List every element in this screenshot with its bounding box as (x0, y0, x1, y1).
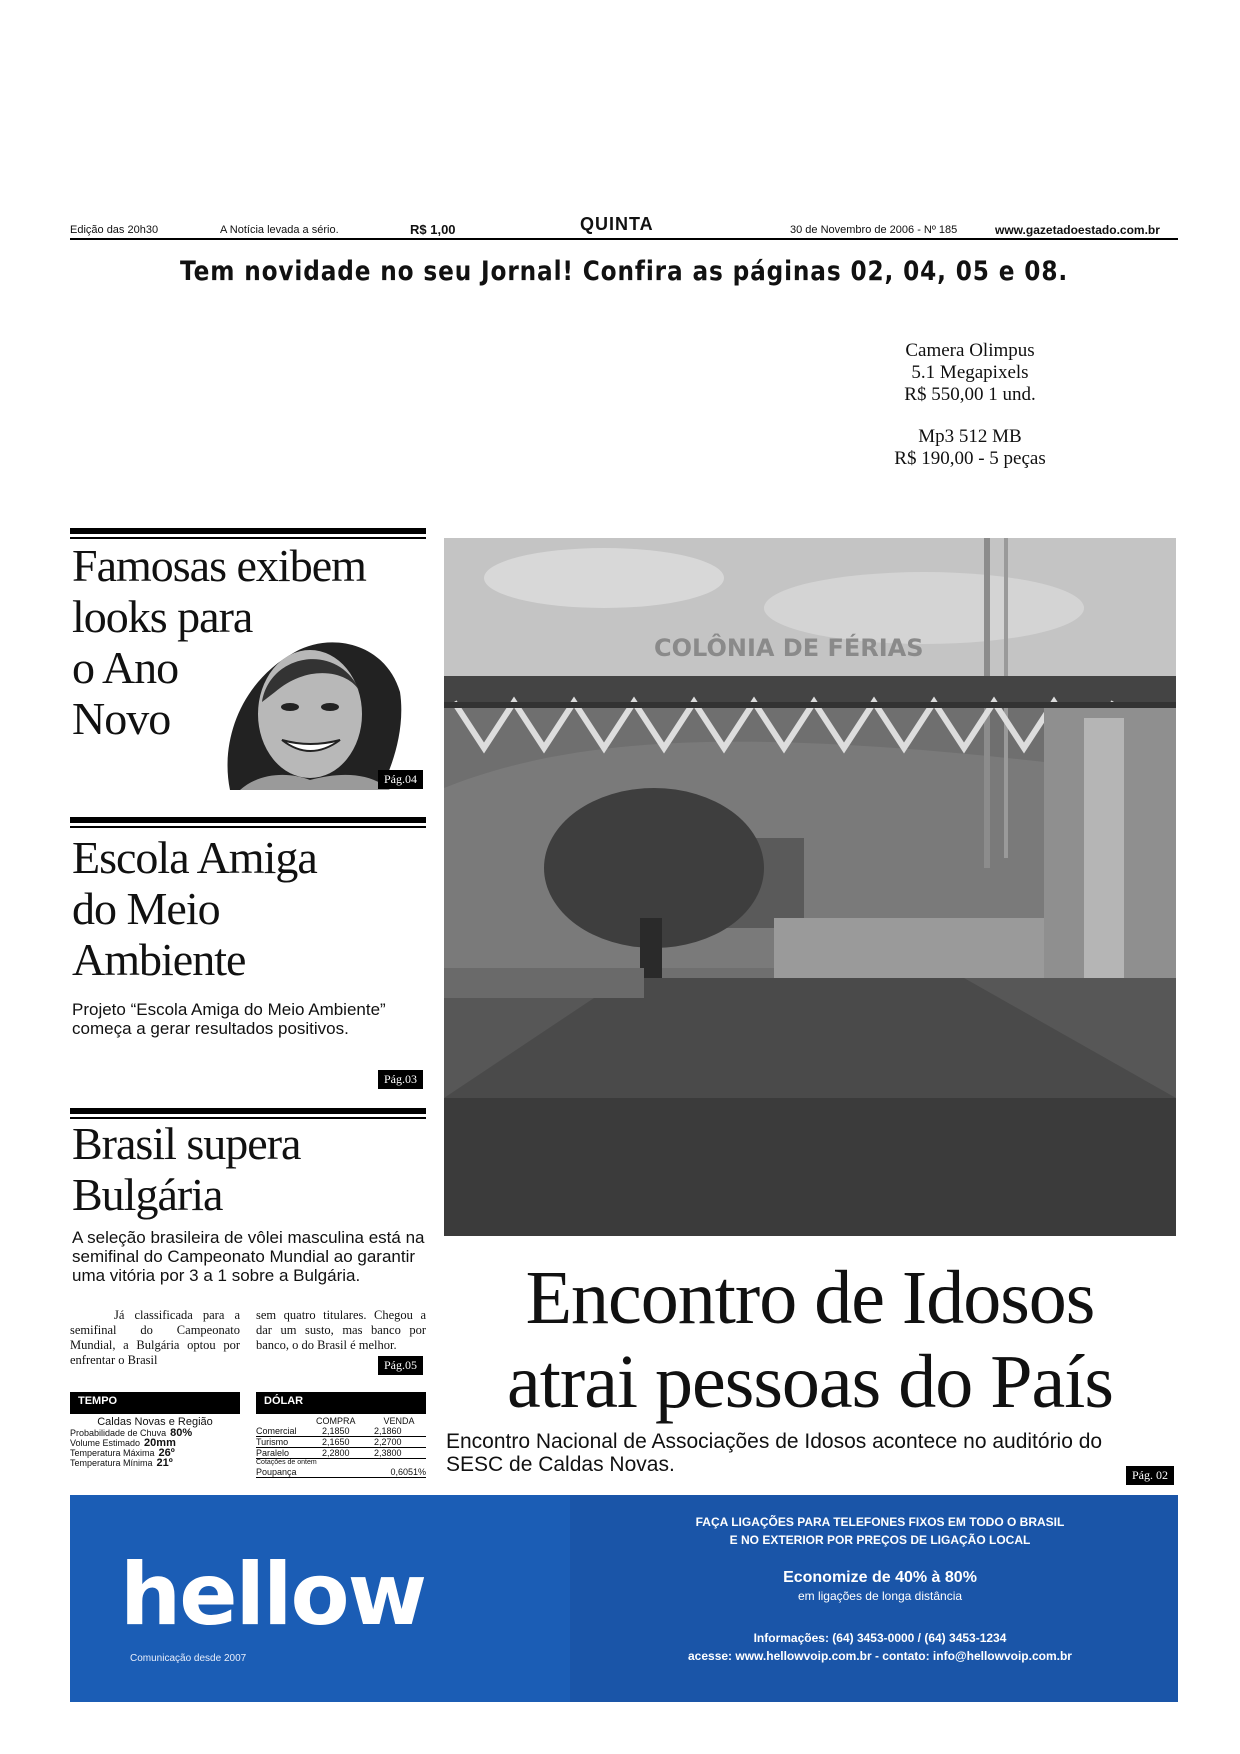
savings-row: Poupança 0,6051% (256, 1467, 426, 1477)
page-ref[interactable]: Pág.03 (378, 1070, 423, 1089)
date-issue: 30 de Novembro de 2006 - Nº 185 (790, 224, 958, 236)
weather-row: Temperatura Máxima 26º (70, 1447, 175, 1459)
story1-headline[interactable]: Famosas exibem looks para o Ano Novo (72, 540, 366, 744)
promo-block (830, 340, 1110, 470)
edition-label: Edição das 20h30 (70, 224, 159, 236)
main-deck: Encontro Nacional de Associações de Idosos acontece no auditório do SESC de Caldas Novas. (446, 1430, 1103, 1476)
weather-row: Probabilidade de Chuva 80% (70, 1427, 193, 1439)
promo-line: Camera Olimpus (905, 340, 1035, 361)
page-ref[interactable]: Pág.04 (378, 770, 423, 789)
body-column: Já classificada para a semifinal do Campeonato Mundial, a Bulgária optou por enfrentar o Brasil (70, 1308, 240, 1367)
promo-line: R$ 190,00 - 5 peças (894, 448, 1046, 469)
promo-line: Mp3 512 MB (918, 426, 1022, 447)
slogan: A Notícia levada a sério. (220, 224, 339, 236)
promo-line: 5.1 Megapixels (911, 362, 1029, 383)
ad-brand-sub: Comunicação desde 2007 (130, 1653, 247, 1664)
weather-row: Temperatura Mínima 21º (70, 1457, 173, 1469)
ad-brand-logo: hellow (120, 1545, 426, 1645)
section-rule (70, 817, 426, 831)
ad-copy: FAÇA LIGAÇÕES PARA TELEFONES FIXOS EM TODO O BRASIL E NO EXTERIOR POR PREÇOS DE LIGAÇÃO LOCAL Economize de 40% à 80% em ligações de longa distância Informações: (64) 3453-0000 / (64) 3453-1234 acesse: www.hellowvoip.com.br - contato: info@hellowvoip.com.br (688, 1515, 1072, 1663)
page-ref[interactable]: Pág.05 (378, 1356, 423, 1375)
website-link[interactable]: www.gazetadoestado.com.br (995, 223, 1160, 237)
main-photo (444, 538, 1176, 1236)
dollar-note: Cotações de ontem (256, 1459, 317, 1466)
celebrity-portrait (200, 622, 406, 790)
weather-title: TEMPO (70, 1392, 240, 1414)
weather-box (70, 1392, 240, 1468)
story3-headline[interactable]: Brasil supera Bulgária (72, 1118, 301, 1220)
main-headline[interactable]: Encontro de Idosos atrai pessoas do País (507, 1256, 1113, 1424)
dollar-box (256, 1392, 426, 1478)
weather-row: Volume Estimado 20mm (70, 1437, 176, 1449)
dollar-header-row: COMPRA VENDA (316, 1416, 415, 1426)
promo-line: R$ 550,00 1 und. (904, 384, 1036, 405)
advertisement[interactable] (70, 1495, 1178, 1702)
page-ref[interactable]: Pág. 02 (1126, 1466, 1174, 1485)
weekday: QUINTA (580, 214, 654, 234)
masthead (70, 214, 1178, 240)
story2-headline[interactable]: Escola Amiga do Meio Ambiente (72, 832, 317, 985)
dollar-row: Comercial 2,1850 2,1860 (256, 1426, 426, 1437)
photo-sign: COLÔNIA DE FÉRIAS (654, 634, 924, 662)
banner-headline: Tem novidade no seu Jornal! Confira as páginas 02, 04, 05 e 08. (179, 256, 1069, 287)
weather-region: Caldas Novas e Região (97, 1416, 213, 1428)
story3-deck: A seleção brasileira de vôlei masculina está na semifinal do Campeonato Mundial ao garantir uma vitória por 3 a 1 sobre a Bulgária. (72, 1228, 425, 1285)
story2-deck: Projeto “Escola Amiga do Meio Ambiente” começa a gerar resultados positivos. (72, 1000, 386, 1038)
price-label: R$ 1,00 (410, 222, 456, 237)
body-column: sem quatro titulares. Chegou a dar um susto, mas banco por banco, o do Brasil é melhor. (256, 1308, 426, 1352)
masthead-rule (70, 238, 1178, 240)
dollar-row: Turismo 2,1650 2,2700 (256, 1437, 426, 1448)
dollar-row: Paralelo 2,2800 2,3800 (256, 1448, 426, 1459)
dollar-title: DÓLAR (256, 1392, 426, 1414)
